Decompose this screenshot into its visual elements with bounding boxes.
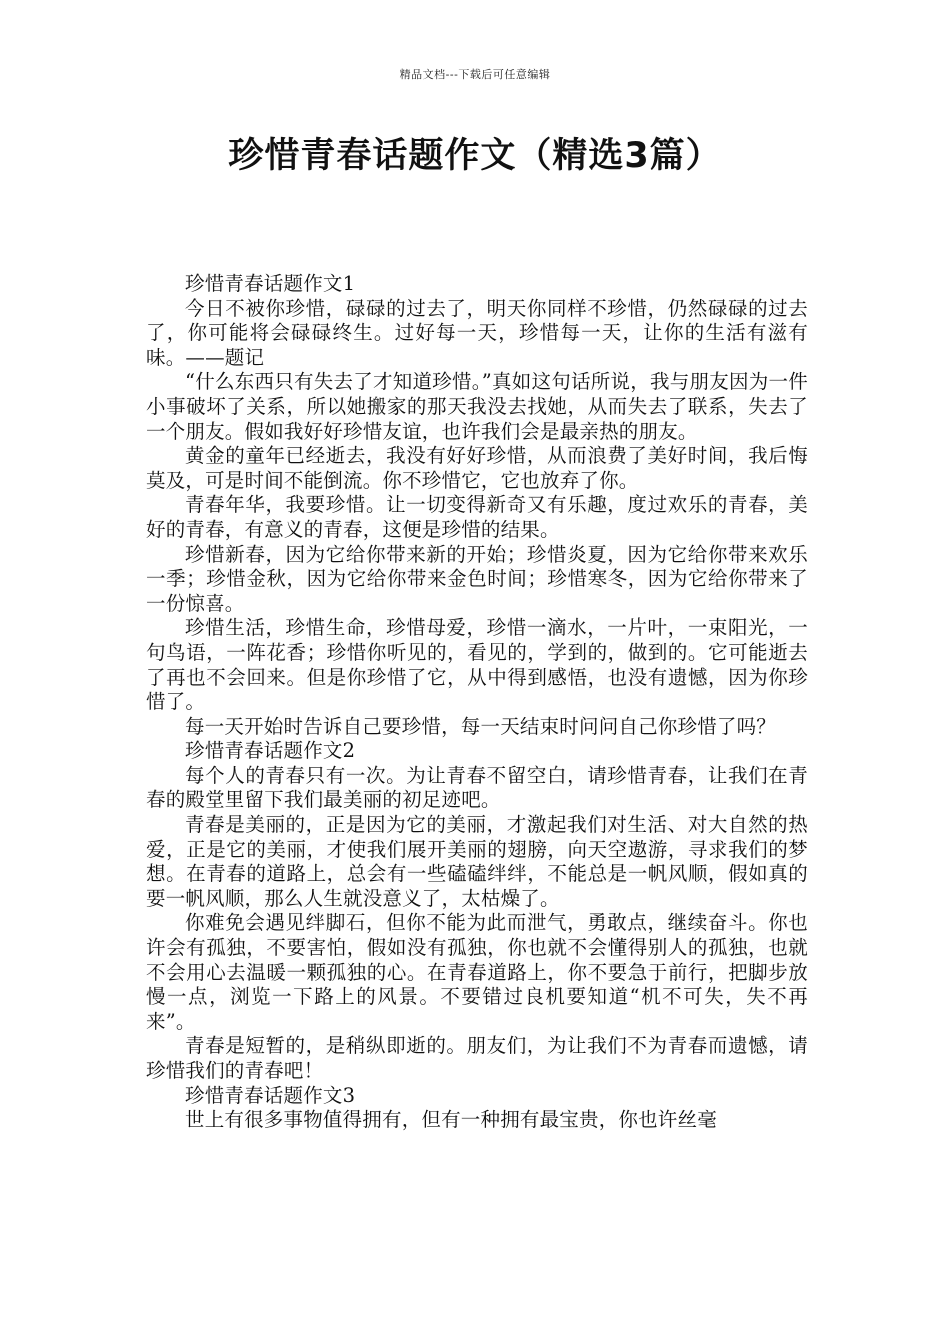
paragraph: 黄金的童年已经逝去，我没有好好珍惜，从而浪费了美好时间，我后悔莫及，可是时间不能倒流。你不珍惜它，它也放弃了你。 [146,444,808,492]
paragraph: 每个人的青春只有一次。为让青春不留空白，请珍惜青春，让我们在青春的殿堂里留下我们最美丽的初足迹吧。 [146,763,808,812]
paragraph: 青春是美丽的，正是因为它的美丽，才激起我们对生活、对大自然的热爱，正是它的美丽，才使我们展开美丽的翅膀，向天空遨游，寻求我们的梦想。在青春的道路上，总会有一些磕磕绊绊，不能总是一帆风顺，假如真的要一帆风顺，那么人生就没意义了，太枯燥了。 [146,813,808,910]
document-body [146,272,808,1133]
paragraph: 珍惜新春，因为它给你带来新的开始；珍惜炎夏，因为它给你带来欢乐一季；珍惜金秋，因为它给你带来金色时间；珍惜寒冬，因为它给你带来了一份惊喜。 [146,542,808,615]
paragraph: 世上有很多事物值得拥有，但有一种拥有最宝贵，你也许丝毫 [185,1108,717,1132]
essay-3-heading: 珍惜青春话题作文3 [185,1083,356,1107]
paragraph: 今日不被你珍惜，碌碌的过去了，明天你同样不珍惜，仍然碌碌的过去了，你可能将会碌碌终生。过好每一天，珍惜每一天，让你的生活有滋有味。——题记 [146,296,808,369]
paragraph: 每一天开始时告诉自己要珍惜，每一天结束时问问自己你珍惜了吗？ [185,714,777,738]
essay-2-heading: 珍惜青春话题作文2 [185,739,356,763]
paragraph: 青春是短暂的，是稍纵即逝的。朋友们，为让我们不为青春而遗憾，请珍惜我们的青春吧！ [146,1034,808,1082]
paragraph: 珍惜生活，珍惜生命，珍惜母爱，珍惜一滴水，一片叶，一束阳光，一句鸟语，一阵花香；珍惜你听见的，看见的，学到的，做到的。它可能逝去了再也不会回来。但是你珍惜了它，从中得到感悟，也没有遗憾，因为你珍惜了。 [146,616,808,714]
paragraph: “什么东西只有失去了才知道珍惜。”真如这句话所说，我与朋友因为一件小事破坏了关系，所以她搬家的那天我没去找她，从而失去了联系，失去了一个朋友。假如我好好珍惜友谊，也许我们会是最亲热的朋友。 [146,370,808,443]
essay-1-heading: 珍惜青春话题作文1 [185,272,356,295]
page-header-note: 精品文档---下载后可任意编辑 [399,68,551,81]
paragraph: 你难免会遇见绊脚石，但你不能为此而泄气，勇敢点，继续奋斗。你也许会有孤独，不要害怕，假如没有孤独，你也就不会懂得别人的孤独，也就不会用心去温暖一颗孤独的心。在青春道路上，你不要急于前行，把脚步放慢一点，浏览一下路上的风景。不要错过良机要知道“机不可失，失不再来”。 [146,911,808,1033]
paragraph: 青春年华，我要珍惜。让一切变得新奇又有乐趣，度过欢乐的青春，美好的青春，有意义的青春，这便是珍惜的结果。 [146,493,808,541]
document-title: 珍惜青春话题作文（精选3篇） [228,136,722,176]
